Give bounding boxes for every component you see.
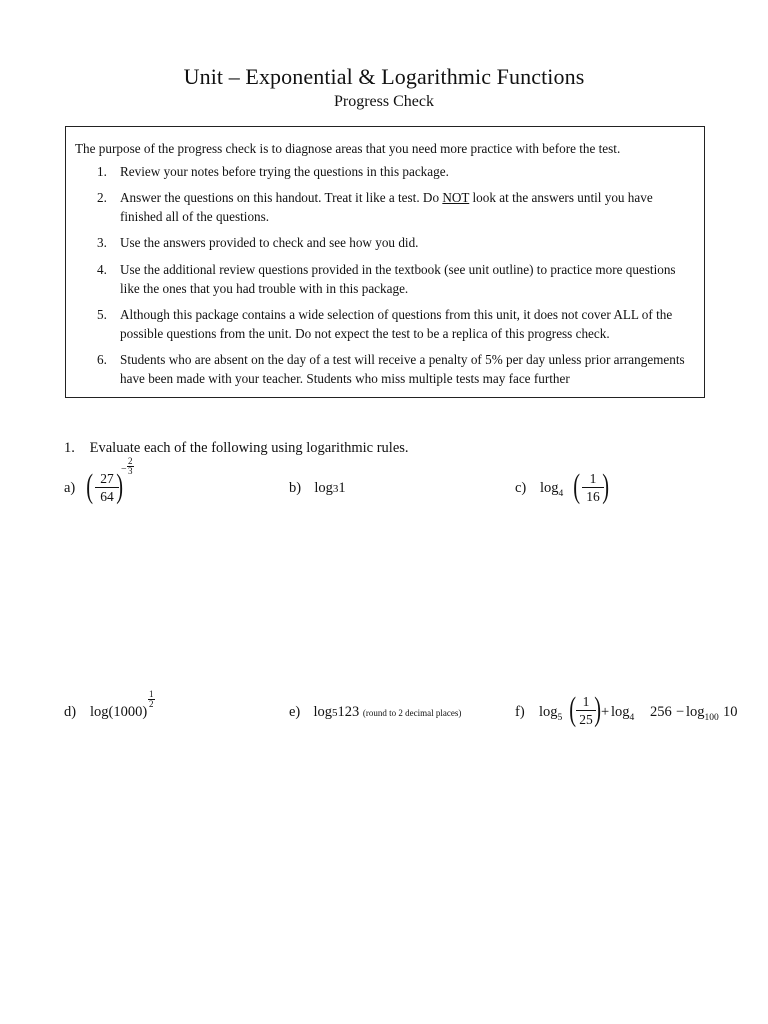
plus-sign: + [601,704,610,720]
question-number: 1. [64,440,75,456]
log-base: 5 [332,707,338,719]
part-d [64,689,184,734]
exponent-fraction [148,690,155,709]
instruction-text-part: look at the answers until you have finished all of the questions. [120,190,653,224]
numerator: 1 [149,689,154,699]
log-word: log [539,704,558,720]
log-function: log [314,480,333,496]
numerator: 27 [95,470,119,488]
instruction-number: 6. [97,352,107,367]
page-subtitle: Progress Check [334,93,434,110]
part-label: c) [515,480,527,496]
question-prompt: Evaluate each of the following using logarithmic rules. [89,440,409,456]
instruction-text: Use the additional review questions provided in the textbook (see unit outline) to practice more questions like the ones that you had trouble with in this package. [120,262,676,296]
part-c [515,468,635,520]
instruction-text-part: Answer the questions on this handout. Treat it like a test. Do [120,190,443,205]
numerator: 2 [128,456,133,466]
minus-sign: − [676,704,685,720]
page-title: Unit – Exponential & Logarithmic Functions [183,64,585,89]
part-label: f) [515,704,525,720]
instruction-text: Review your notes before trying the questions in this package. [120,164,449,179]
part-a [64,456,184,520]
rounding-note: (round to 2 decimal places) [362,708,462,718]
right-paren: ) [594,691,602,728]
log-base: 5 [557,713,563,723]
log-function [611,704,634,721]
part-b [289,480,346,497]
denominator: 3 [128,466,133,476]
log-function [540,480,563,497]
left-paren: ( [569,691,577,728]
log-base: 100 [704,713,719,723]
instruction-number: 1. [97,164,107,179]
part-label: d) [64,704,77,720]
denominator: 25 [579,712,593,727]
log-base: 3 [332,483,339,495]
question-1-heading [64,440,409,457]
log-word: log [611,704,630,720]
part-label: b) [289,480,302,496]
instruction-emphasis: NOT [442,190,470,205]
log-word: log [540,480,559,496]
right-paren: ) [116,468,124,505]
instruction-text: Although this package contains a wide selection of questions from this unit, it does not cover ALL of the possible questions from the unit. Do not expect the test to be a replica of this progress check. [120,307,673,341]
instruction-number: 5. [97,307,107,322]
numerator: 1 [582,470,604,488]
instruction-number: 3. [97,235,107,250]
part-label: e) [289,704,301,720]
exponent-fraction [127,457,134,476]
instruction-number: 2. [97,190,107,205]
part-e [289,704,461,721]
log-argument: 256 [650,704,672,720]
exponent-sign: − [121,464,127,475]
log-word: log [686,704,705,720]
fraction [576,693,596,728]
numerator: 1 [576,693,596,711]
log-function: log [313,704,333,720]
log-argument: 123 [337,704,360,720]
log-function [686,704,719,721]
right-paren: ) [602,468,610,505]
fraction [582,470,604,505]
instruction-text [120,189,695,226]
left-paren: ( [86,468,94,505]
denominator: 16 [586,489,600,504]
instruction-text: Use the answers provided to check and see how you did. [120,235,419,250]
instructions-intro: The purpose of the progress check is to diagnose areas that you need more practice with before the test. [75,141,621,156]
log-argument: 10 [723,704,738,720]
instructions-box [65,126,705,398]
log-expression: log(1000) [90,704,148,720]
left-paren: ( [573,468,581,505]
log-function [539,704,562,721]
log-base: 4 [629,713,635,723]
denominator: 64 [100,489,114,504]
instruction-number: 4. [97,262,107,277]
log-base: 4 [558,489,564,499]
instruction-text: Students who are absent on the day of a test will receive a penalty of 5% per day unless prior arrangements have been made with your teacher. Students who miss multiple tests may face further [120,352,685,386]
denominator: 2 [149,699,154,709]
log-argument: 1 [338,480,346,496]
part-label: a) [64,480,76,496]
part-f [515,691,738,744]
